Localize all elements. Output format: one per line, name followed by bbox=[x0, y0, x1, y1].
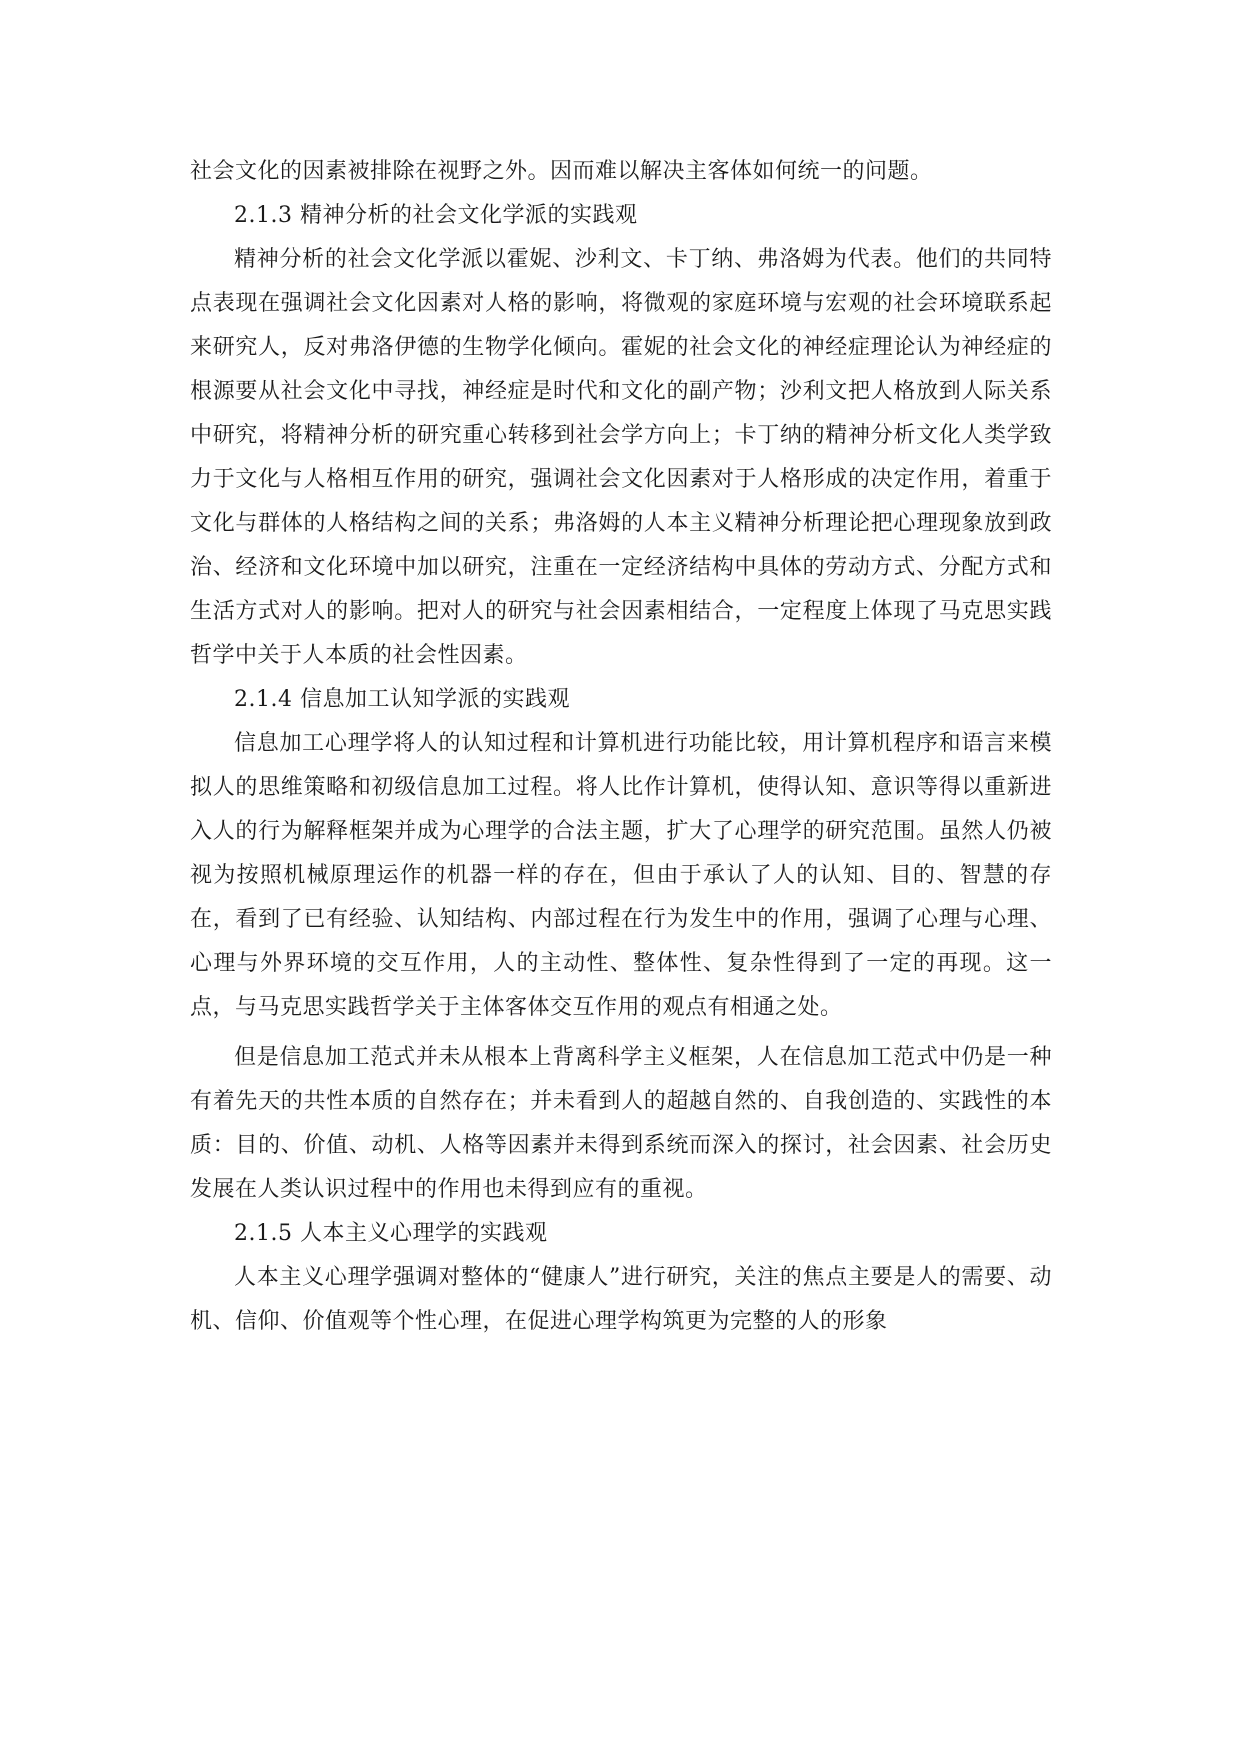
section-heading-2-1-4: 2.1.4 信息加工认知学派的实践观 bbox=[234, 687, 570, 712]
paragraph-humanistic-psychology: 人本主义心理学强调对整体的“健康人”进行研究，关注的焦点主要是人的需要、动机、信仰、价值观等个性心理，在促进心理学构筑更为完整的人的形象 bbox=[190, 1265, 1052, 1334]
paragraph-continuation: 社会文化的因素被排除在视野之外。因而难以解决主客体如何统一的问题。 bbox=[190, 159, 933, 184]
section-heading-2-1-5: 2.1.5 人本主义心理学的实践观 bbox=[234, 1221, 548, 1246]
paragraph-information-processing-critique: 但是信息加工范式并未从根本上背离科学主义框架，人在信息加工范式中仍是一种有着先天的共性本质的自然存在；并未看到人的超越自然的、自我创造的、实践性的本质：目的、价值、动机、人格等因素并未得到系统而深入的探讨，社会因素、社会历史发展在人类认识过程中的作用也未得到应有的重视。 bbox=[190, 1045, 1052, 1202]
section-heading-2-1-3: 2.1.3 精神分析的社会文化学派的实践观 bbox=[234, 203, 638, 228]
document-page bbox=[190, 150, 1052, 1344]
paragraph-information-processing: 信息加工心理学将人的认知过程和计算机进行功能比较，用计算机程序和语言来模拟人的思维策略和初级信息加工过程。将人比作计算机，使得认知、意识等得以重新进入人的行为解释框架并成为心理学的合法主题，扩大了心理学的研究范围。虽然人仍被视为按照机械原理运作的机器一样的存在，但由于承认了人的认知、目的、智慧的存在，看到了已有经验、认知结构、内部过程在行为发生中的作用，强调了心理与心理、心理与外界环境的交互作用，人的主动性、整体性、复杂性得到了一定的再现。这一点，与马克思实践哲学关于主体客体交互作用的观点有相通之处。 bbox=[190, 731, 1052, 1020]
paragraph-social-culture-school: 精神分析的社会文化学派以霍妮、沙利文、卡丁纳、弗洛姆为代表。他们的共同特点表现在强调社会文化因素对人格的影响，将微观的家庭环境与宏观的社会环境联系起来研究人，反对弗洛伊德的生物学化倾向。霍妮的社会文化的神经症理论认为神经症的根源要从社会文化中寻找，神经症是时代和文化的副产物；沙利文把人格放到人际关系中研究，将精神分析的研究重心转移到社会学方向上；卡丁纳的精神分析文化人类学致力于文化与人格相互作用的研究，强调社会文化因素对于人格形成的决定作用，着重于文化与群体的人格结构之间的关系；弗洛姆的人本主义精神分析理论把心理现象放到政治、经济和文化环境中加以研究，注重在一定经济结构中具体的劳动方式、分配方式和生活方式对人的影响。把对人的研究与社会因素相结合，一定程度上体现了马克思实践哲学中关于人本质的社会性因素。 bbox=[190, 247, 1052, 668]
